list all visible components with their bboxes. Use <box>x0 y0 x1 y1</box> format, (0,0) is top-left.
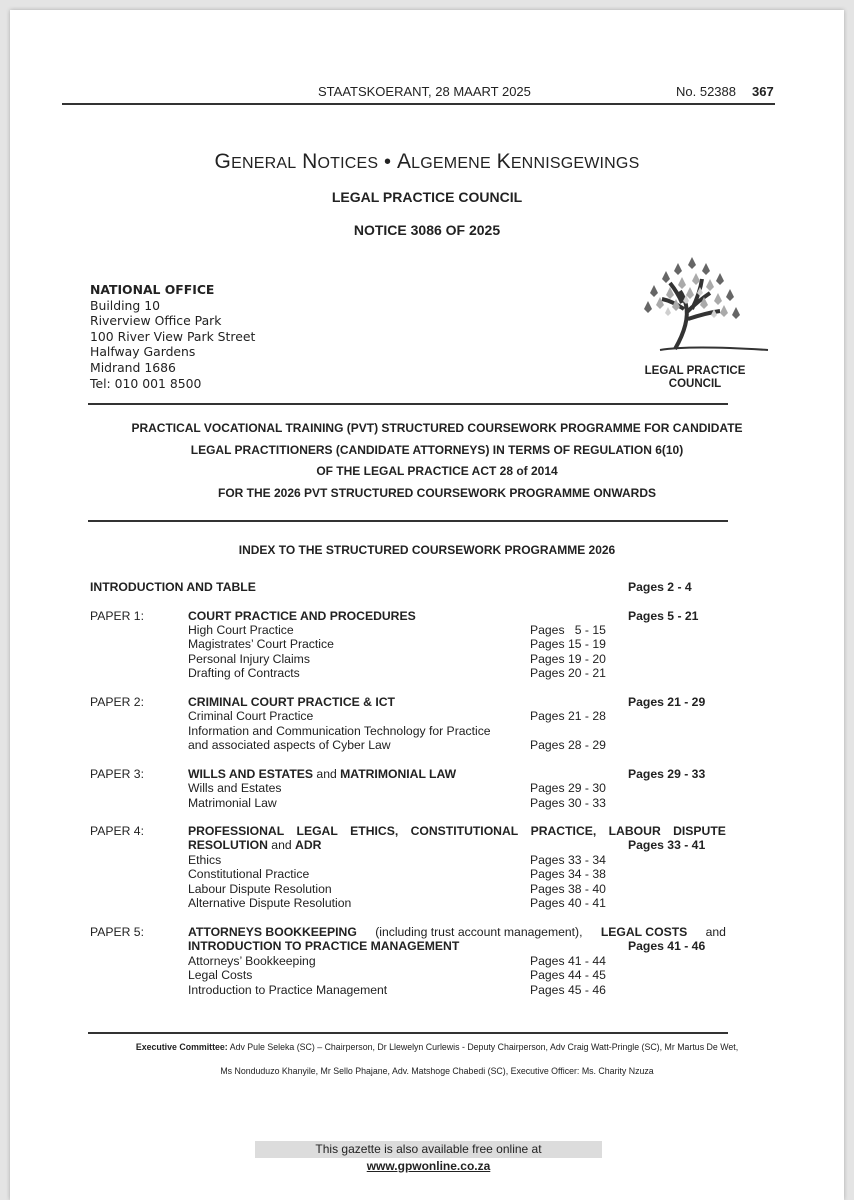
office-line: Tel: 010 001 8500 <box>90 375 202 391</box>
topic-name: Magistrates’ Court Practice <box>188 637 334 651</box>
topic-name: Ethics <box>188 853 222 867</box>
section-title: GENERAL NOTICES • ALGEMENE KENNISGEWINGS <box>214 150 640 173</box>
lpc-logo <box>620 253 770 388</box>
topic-pages: Pages 41 - 44 <box>530 954 606 968</box>
topic-name: Attorneys’ Bookkeeping <box>188 954 316 968</box>
paper-pages: Pages 41 - 46 <box>628 939 706 953</box>
topic-name: Constitutional Practice <box>188 867 310 881</box>
national-office-address <box>90 282 255 391</box>
page-number: 367 <box>752 84 774 99</box>
office-line: Halfway Gardens <box>90 344 196 360</box>
paper-pages: Pages 33 - 41 <box>628 838 706 852</box>
executive-committee: Executive Committee: Adv Pule Seleka (SC) – Chairperson, Dr Llewelyn Curlewis - Deputy Chairperson, Adv Craig Watt-Pringle (SC), Mr Martus De Wet, <box>135 1042 739 1052</box>
topic-pages: Pages 29 - 30 <box>530 781 606 795</box>
intro-label: INTRODUCTION AND TABLE <box>90 580 256 594</box>
paper-pages: Pages 21 - 29 <box>628 695 706 709</box>
topic-pages: Pages 45 - 46 <box>530 983 606 997</box>
topic-pages: Pages 20 - 21 <box>530 666 606 680</box>
index-title: INDEX TO THE STRUCTURED COURSEWORK PROGRAMME 2026 <box>238 543 616 557</box>
office-line: Riverview Office Park <box>90 313 222 329</box>
paper-pages: Pages 5 - 21 <box>628 609 699 623</box>
paper-label: PAPER 1: <box>90 609 144 623</box>
topic-name: Criminal Court Practice <box>188 709 314 723</box>
office-heading: NATIONAL OFFICE <box>90 282 215 297</box>
divider <box>88 403 728 405</box>
office-line: Building 10 <box>90 297 160 313</box>
topic-name: Personal Injury Claims <box>188 652 310 666</box>
paper-label: PAPER 5: <box>90 925 144 939</box>
office-line: 100 River View Park Street <box>90 328 256 344</box>
paper-label: PAPER 2: <box>90 695 144 709</box>
council-name: LEGAL PRACTICE COUNCIL <box>331 189 523 205</box>
topic-name: Matrimonial Law <box>188 796 277 810</box>
gazette-page <box>10 10 844 1200</box>
topic-pages: Pages 5 - 15 <box>530 623 606 637</box>
paper-title: PROFESSIONAL LEGAL ETHICS, CONSTITUTIONAL PRACTICE, LABOUR DISPUTE <box>188 824 726 838</box>
topic-pages: Pages 34 - 38 <box>530 867 606 881</box>
paper-title: WILLS AND ESTATES and MATRIMONIAL LAW <box>188 767 457 781</box>
office-line: Midrand 1686 <box>90 359 176 375</box>
tree-icon <box>620 253 770 353</box>
topic-name: Legal Costs <box>188 968 253 982</box>
topic-name: Wills and Estates <box>188 781 282 795</box>
topic-name: Alternative Dispute Resolution <box>188 896 352 910</box>
gazette-number: No. 52388 <box>676 84 736 99</box>
topic-pages: Pages 38 - 40 <box>530 882 606 896</box>
topic-name: Information and Communication Technology for Practice <box>188 724 491 738</box>
topic-name: High Court Practice <box>188 623 294 637</box>
topic-name: Labour Dispute Resolution <box>188 882 332 896</box>
topic-name: Introduction to Practice Management <box>188 983 388 997</box>
topic-pages: Pages 28 - 29 <box>530 738 606 752</box>
topic-pages: Pages 44 - 45 <box>530 968 606 982</box>
footer-rule <box>88 1032 728 1034</box>
online-banner: This gazette is also available free online at www.gpwonline.co.za <box>255 1141 602 1158</box>
topic-pages: Pages 33 - 34 <box>530 853 606 867</box>
topic-name: Drafting of Contracts <box>188 666 300 680</box>
programme-title: PRACTICAL VOCATIONAL TRAINING (PVT) STRUCTURED COURSEWORK PROGRAMME FOR CANDIDATE LEGAL PRACTITIONERS (CANDIDATE ATTORNEYS) IN TERMS OF REGULATION 6(10) OF THE LEGAL PRACTICE ACT 28 of 2014 FOR THE 2026 PVT STRUCTURED COURSEWORK PROGRAMME ONWARDS <box>131 421 743 500</box>
header-rule <box>62 103 775 105</box>
divider <box>88 520 728 522</box>
paper-label: PAPER 4: <box>90 824 144 838</box>
gazette-date: STAATSKOERANT, 28 MAART 2025 <box>318 84 531 99</box>
executive-committee-cont: Ms Nonduduzo Khanyile, Mr Sello Phajane, Adv. Matshoge Chabedi (SC), Executive Officer: Ms. Charity Nzuza <box>220 1066 654 1076</box>
logo-text: LEGAL PRACTICE COUNCIL <box>644 365 746 390</box>
paper-title-cont: RESOLUTION and ADR <box>188 838 322 852</box>
paper-title: CRIMINAL COURT PRACTICE & ICT <box>188 695 395 709</box>
notice-number: NOTICE 3086 OF 2025 <box>353 222 501 238</box>
topic-pages: Pages 40 - 41 <box>530 896 606 910</box>
paper-title: ATTORNEYS BOOKKEEPING (including trust account management), LEGAL COSTS and <box>188 925 726 939</box>
gpwonline-link[interactable]: www.gpwonline.co.za <box>366 1159 491 1173</box>
topic-pages: Pages 30 - 33 <box>530 796 606 810</box>
topic-pages: Pages 21 - 28 <box>530 709 606 723</box>
paper-pages: Pages 29 - 33 <box>628 767 706 781</box>
paper-title-cont: INTRODUCTION TO PRACTICE MANAGEMENT <box>188 939 460 953</box>
topic-pages: Pages 19 - 20 <box>530 652 606 666</box>
paper-label: PAPER 3: <box>90 767 144 781</box>
topic-name: and associated aspects of Cyber Law <box>188 738 391 752</box>
intro-pages: Pages 2 - 4 <box>628 580 692 594</box>
paper-title: COURT PRACTICE AND PROCEDURES <box>188 609 416 623</box>
topic-pages: Pages 15 - 19 <box>530 637 606 651</box>
